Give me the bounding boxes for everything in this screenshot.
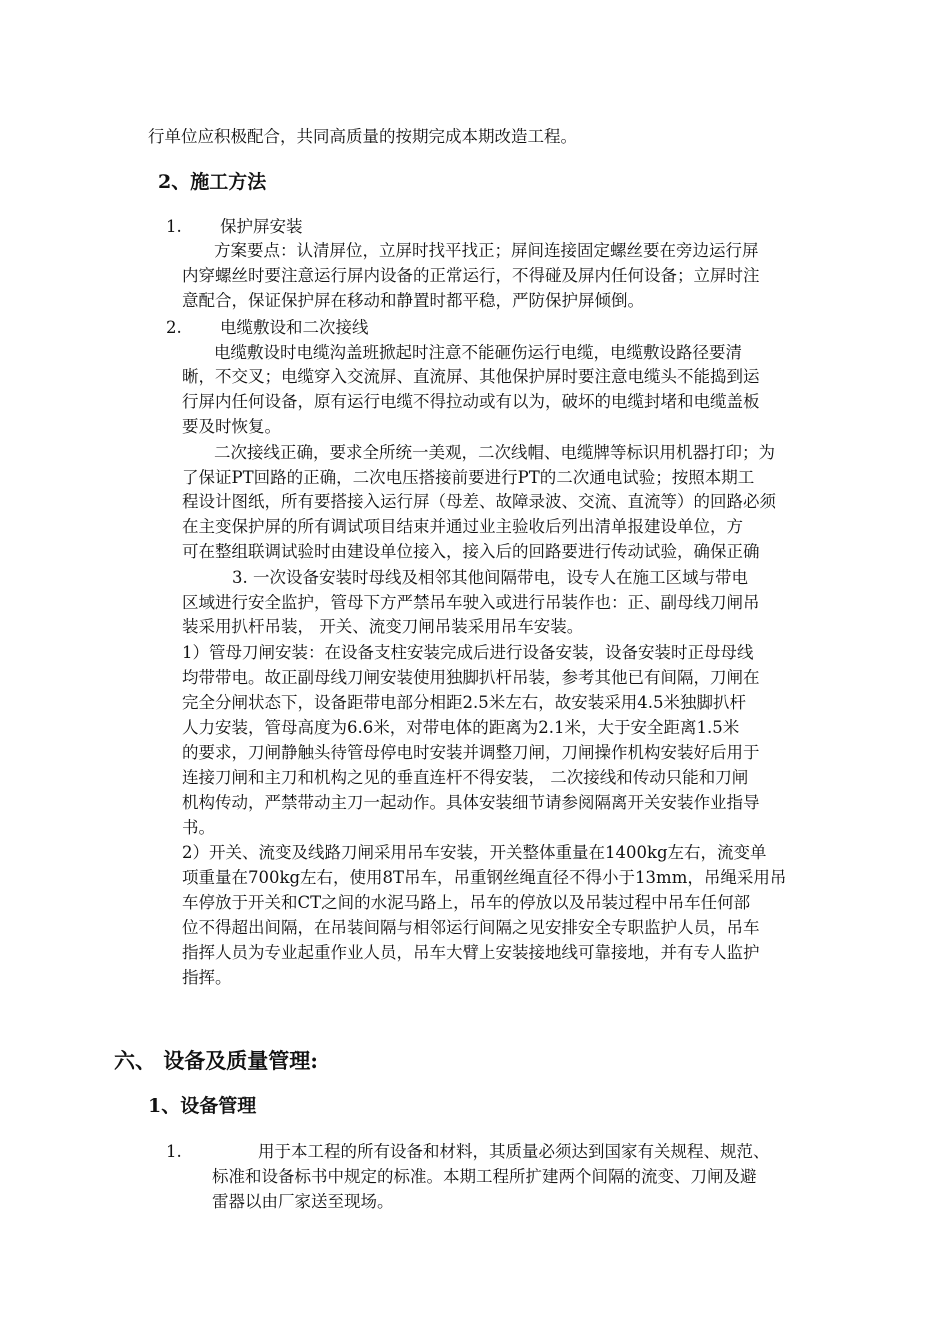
list-number: 1. [166, 1142, 182, 1161]
section-heading-construction: 2、施工方法 [158, 171, 267, 193]
paragraph-line: 指挥人员为专业起重作业人员，吊车大臂上安装接地线可靠接地，并有专人监护 [182, 943, 760, 962]
list-number: 2. [166, 318, 182, 337]
intro-line: 行单位应积极配合，共同高质量的按期完成本期改造工程。 [148, 127, 577, 146]
list-item-title: 电缆敷设和二次接线 [220, 318, 369, 337]
paragraph-line: 要及时恢复。 [182, 417, 281, 436]
paragraph-line: 电缆敷设时电缆沟盖班掀起时注意不能砸伤运行电缆，电缆敷设路径要清 [214, 343, 742, 362]
section-heading-equipment-quality: 六、 设备及质量管理: [114, 1048, 319, 1073]
paragraph-line: 内穿螺丝时要注意运行屏内设备的正常运行，不得碰及屏内任何设备；立屏时注 [182, 266, 760, 285]
paragraph-line: 2）开关、流变及线路刀闸采用吊车安装，开关整体重量在1400kg左右，流变单 [182, 843, 767, 862]
paragraph-line: 装采用扒杆吊装， 开关、流变刀闸吊装采用吊车安装。 [182, 617, 584, 636]
list-item-title: 保护屏安装 [220, 217, 303, 236]
paragraph-line: 标准和设备标书中规定的标准。本期工程所扩建两个间隔的流变、刀闸及避 [212, 1167, 757, 1186]
paragraph-line: 3. 一次设备安装时母线及相邻其他间隔带电，设专人在施工区域与带电 [232, 568, 748, 587]
paragraph-line: 人力安装，管母高度为6.6米，对带电体的距离为2.1米，大于安全距离1.5米 [182, 718, 740, 737]
paragraph-line: 方案要点：认清屏位，立屏时找平找正；屏间连接固定螺丝要在旁边运行屏 [214, 241, 759, 260]
paragraph-line: 位不得超出间隔，在吊装间隔与相邻运行间隔之见安排安全专职监护人员，吊车 [182, 918, 760, 937]
paragraph-line: 车停放于开关和CT之间的水泥马路上，吊车的停放以及吊装过程中吊车任何部 [182, 893, 751, 912]
paragraph-line: 二次接线正确，要求全所统一美观，二次线帽、电缆牌等标识用机器打印；为 [214, 443, 775, 462]
paragraph-line: 的要求，刀闸静触头待管母停电时安装并调整刀闸，刀闸操作机构安装好后用于 [182, 743, 760, 762]
paragraph-line: 指挥。 [182, 968, 232, 987]
paragraph-line: 用于本工程的所有设备和材料，其质量必须达到国家有关规程、规范、 [258, 1142, 770, 1161]
paragraph-line: 机构传动，严禁带动主刀一起动作。具体安装细节请参阅隔离开关安装作业指导 [182, 793, 760, 812]
paragraph-line: 行屏内任何设备，原有运行电缆不得拉动或有以为，破坏的电缆封堵和电缆盖板 [182, 392, 760, 411]
paragraph-line: 意配合，保证保护屏在移动和静置时都平稳，严防保护屏倾倒。 [182, 291, 644, 310]
paragraph-line: 程设计图纸，所有要搭接入运行屏（母差、故障录波、交流、直流等）的回路必须 [182, 492, 776, 511]
paragraph-line: 项重量在700kg左右，使用8T吊车，吊重钢丝绳直径不得小于13mm，吊绳采用吊 [182, 868, 787, 887]
paragraph-line: 完全分闸状态下，设备距带电部分相距2.5米左右，故安装采用4.5米独脚扒杆 [182, 693, 746, 712]
paragraph-line: 在主变保护屏的所有调试项目结束并通过业主验收后列出清单报建设单位，方 [182, 517, 743, 536]
paragraph-line: 书。 [182, 818, 215, 837]
paragraph-line: 晰，不交叉；电缆穿入交流屏、直流屏、其他保护屏时要注意电缆头不能捣到运 [182, 367, 760, 386]
subsection-heading-equipment: 1、设备管理 [148, 1095, 257, 1117]
list-number: 1. [166, 217, 182, 236]
paragraph-line: 雷器以由厂家送至现场。 [212, 1192, 394, 1211]
paragraph-line: 了保证PT回路的正确，二次电压搭接前要进行PT的二次通电试验；按照本期工 [182, 468, 755, 487]
paragraph-line: 区域进行安全监护，管母下方严禁吊车驶入或进行吊装作也：正、副母线刀闸吊 [182, 593, 760, 612]
paragraph-line: 均带带电。故正副母线刀闸安装使用独脚扒杆吊装，参考其他已有间隔，刀闸在 [182, 668, 760, 687]
paragraph-line: 1）管母刀闸安装：在设备支柱安装完成后进行设备安装，设备安装时正母母线 [182, 643, 754, 662]
paragraph-line: 可在整组联调试验时由建设单位接入，接入后的回路要进行传动试验，确保正确 [182, 542, 760, 561]
paragraph-line: 连接刀闸和主刀和机构之见的垂直连杆不得安装， 二次接线和传动只能和刀闸 [182, 768, 749, 787]
